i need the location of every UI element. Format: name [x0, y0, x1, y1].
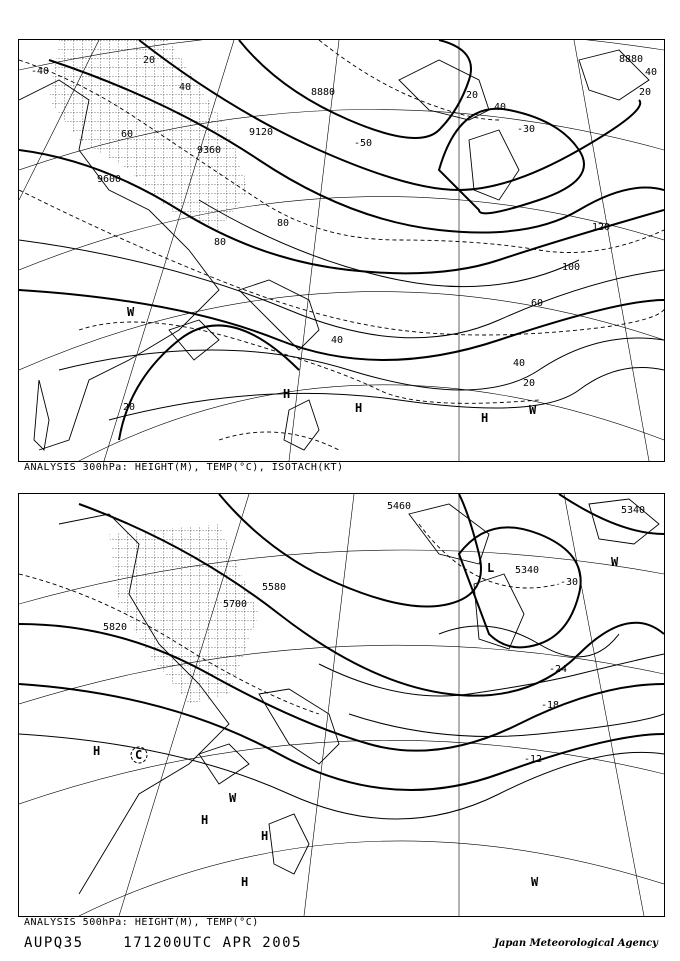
high-marker: H [241, 875, 249, 889]
isotach-label: 40 [179, 82, 192, 93]
height-label: 8880 [311, 87, 336, 98]
isotach-label: 60 [531, 298, 544, 309]
isotach-label: 60 [121, 129, 134, 140]
height-label: 5340 [621, 505, 646, 516]
height-label: 9120 [249, 127, 274, 138]
chart-identifier [24, 935, 302, 951]
map-500hpa-panel [18, 493, 665, 917]
height-label: 5460 [387, 501, 412, 512]
isotachs [19, 200, 664, 420]
isotach-label: 20 [523, 378, 536, 389]
temp-label: -40 [31, 66, 50, 77]
height-label: 5700 [223, 599, 248, 610]
isotach-label: 40 [513, 358, 526, 369]
height-label: 5580 [262, 582, 287, 593]
map-300hpa-canvas [19, 40, 664, 461]
height-label: 8880 [619, 54, 644, 65]
height-label: 5820 [103, 622, 128, 633]
high-marker: H [283, 387, 291, 401]
chart-datetime: 171200UTC APR 2005 [123, 935, 303, 951]
isotach-label: 20 [466, 90, 479, 101]
high-marker: H [201, 813, 209, 827]
chart-id: AUPQ35 [24, 935, 84, 951]
isotach-label: 20 [123, 402, 136, 413]
cold-marker: C [135, 748, 143, 762]
caption-500hpa: ANALYSIS 500hPa: HEIGHT(M), TEMP(°C) [24, 917, 259, 928]
warm-marker: W [531, 875, 539, 889]
height-label: 5340 [515, 565, 540, 576]
temp-label: -12 [524, 754, 543, 765]
map-500hpa-canvas [19, 494, 664, 916]
isotach-label: 100 [562, 262, 581, 273]
temp-label: -24 [549, 664, 568, 675]
isotach-label: 40 [331, 335, 344, 346]
high-marker: H [355, 401, 363, 415]
high-marker: H [93, 744, 101, 758]
isotach-label: 80 [277, 218, 290, 229]
temp-label: -30 [560, 577, 579, 588]
isotach-label: 80 [214, 237, 227, 248]
isotach-label: 20 [143, 55, 156, 66]
isotach-label: 40 [494, 102, 507, 113]
warm-marker: W [611, 555, 619, 569]
map-300hpa-panel [18, 39, 665, 462]
low-marker: L [487, 561, 495, 575]
caption-300hpa: ANALYSIS 300hPa: HEIGHT(M), TEMP(°C), ISOTACH(KT) [24, 462, 344, 473]
height-label: 9360 [197, 145, 222, 156]
warm-marker: W [127, 305, 135, 319]
high-marker: H [261, 829, 269, 843]
isotach-label: 20 [639, 87, 652, 98]
isotach-label: 120 [592, 222, 611, 233]
warm-marker: W [529, 403, 537, 417]
high-marker: H [481, 411, 489, 425]
warm-marker: W [229, 791, 237, 805]
temp-label: -50 [354, 138, 373, 149]
temp-label: -30 [517, 124, 536, 135]
temp-label: -18 [541, 700, 560, 711]
isotach-label: 40 [645, 67, 658, 78]
agency-name: Japan Meteorological Agency [494, 938, 658, 949]
height-label: 9600 [97, 174, 122, 185]
temp-labels [524, 577, 578, 765]
